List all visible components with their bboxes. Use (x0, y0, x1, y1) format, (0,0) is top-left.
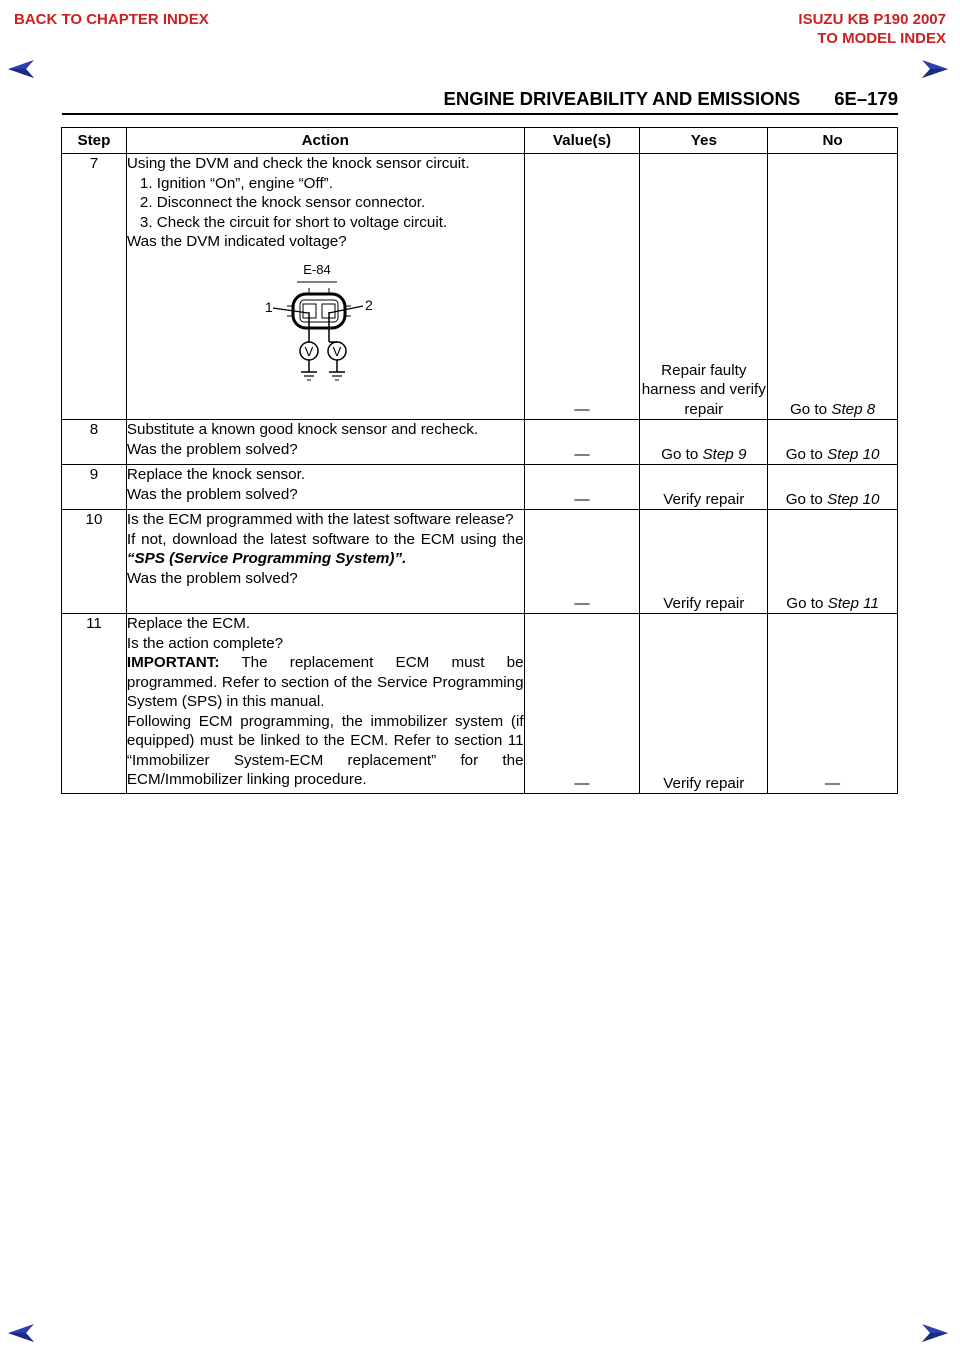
page-title: ENGINE DRIVEABILITY AND EMISSIONS (443, 88, 801, 109)
action-substep: 3. Check the circuit for short to voltage circuit. (139, 213, 448, 231)
diagnostic-steps-table (61, 127, 898, 794)
action-question: Was the DVM indicated voltage? (126, 233, 347, 250)
meter-label: V (304, 343, 314, 359)
step-reference: Step 9 (702, 445, 747, 463)
value-cell: — (524, 420, 640, 465)
next-page-icon[interactable] (920, 1322, 950, 1344)
column-header-step: Step (62, 128, 127, 154)
table-row (62, 154, 898, 420)
step-reference: Step 10 (827, 490, 880, 508)
header-rule (62, 113, 898, 115)
action-question: Is the action complete? (126, 634, 284, 652)
next-page-icon[interactable] (920, 58, 950, 80)
yes-cell: Verify repair (640, 614, 768, 794)
connector-id-label: E-84 (303, 261, 331, 277)
step-reference: Step 10 (827, 445, 880, 463)
value-cell: — (524, 465, 640, 510)
ground-icon (329, 372, 345, 380)
action-text: Substitute a known good knock sensor and recheck. (126, 421, 479, 438)
step-number: 11 (62, 614, 127, 794)
ground-icon (301, 372, 317, 380)
action-text: Replace the knock sensor. (126, 466, 306, 483)
no-cell: Go to Step 10 (768, 420, 898, 465)
action-cell (126, 510, 524, 614)
back-to-chapter-index-link[interactable]: BACK TO CHAPTER INDEX (14, 11, 209, 28)
knock-sensor-connector-diagram (245, 258, 385, 388)
column-header-action: Action (126, 128, 524, 154)
model-title: ISUZU KB P190 2007 (798, 11, 946, 28)
to-model-index-link[interactable]: TO MODEL INDEX (817, 30, 946, 47)
step-number: 7 (62, 154, 127, 420)
yes-cell: Go to Step 9 (640, 420, 768, 465)
action-question: Was the problem solved? (126, 440, 298, 458)
action-text: Using the DVM and check the knock sensor circuit. (126, 155, 470, 172)
previous-page-icon[interactable] (6, 1322, 36, 1344)
action-cell (126, 614, 524, 794)
table-header-row (62, 128, 898, 154)
value-cell: — (524, 510, 640, 614)
table-row (62, 510, 898, 614)
no-cell: Go to Step 10 (768, 465, 898, 510)
step-reference: Step 11 (827, 594, 879, 612)
table-row (62, 465, 898, 510)
meter-label: V (332, 343, 342, 359)
previous-page-icon[interactable] (6, 58, 36, 80)
yes-cell: Verify repair (640, 510, 768, 614)
action-text: Following ECM programming, the immobilizer system (if equipped) must be linked to the ECM. Refer to section 11 “Immobilizer System-ECM replacement” for the ECM/Immobilizer linking procedure. (126, 712, 524, 788)
action-substep: 2. Disconnect the knock sensor connector. (139, 194, 426, 211)
no-cell: Go to Step 11 (768, 510, 898, 614)
yes-cell: Repair faulty harness and verify repair (640, 154, 768, 420)
important-label: IMPORTANT: (126, 654, 220, 671)
step-number: 10 (62, 510, 127, 614)
page-header (62, 88, 898, 110)
column-header-values: Value(s) (524, 128, 640, 154)
page-number: 6E–179 (834, 88, 898, 109)
sps-reference: “SPS (Service Programming System)”. (126, 550, 407, 567)
column-header-no: No (768, 128, 898, 154)
action-cell (126, 465, 524, 510)
pin-2-label: 2 (364, 296, 373, 313)
important-note: IMPORTANT: The replacement ECM must be programmed. Refer to section of the Service Programming System (SPS) in this manual. (126, 654, 524, 710)
value-cell: — (524, 614, 640, 794)
action-text: Replace the ECM. (126, 615, 251, 632)
action-cell (126, 420, 524, 465)
table-row (62, 420, 898, 465)
action-text: If not, download the latest software to the ECM using the “SPS (Service Programming System)”. (126, 530, 524, 567)
yes-cell: Verify repair (640, 465, 768, 510)
column-header-yes: Yes (640, 128, 768, 154)
value-cell: — (524, 154, 640, 420)
table-row (62, 614, 898, 794)
pin-1-label: 1 (264, 298, 273, 315)
step-number: 8 (62, 420, 127, 465)
no-cell: — (768, 614, 898, 794)
action-question: Was the problem solved? (126, 485, 298, 503)
no-cell: Go to Step 8 (768, 154, 898, 420)
action-text: Is the ECM programmed with the latest software release? (126, 511, 514, 528)
step-number: 9 (62, 465, 127, 510)
action-cell (126, 154, 524, 420)
action-substep: 1. Ignition “On”, engine “Off”. (139, 174, 333, 192)
step-reference: Step 8 (831, 400, 876, 418)
action-question: Was the problem solved? (126, 569, 298, 587)
